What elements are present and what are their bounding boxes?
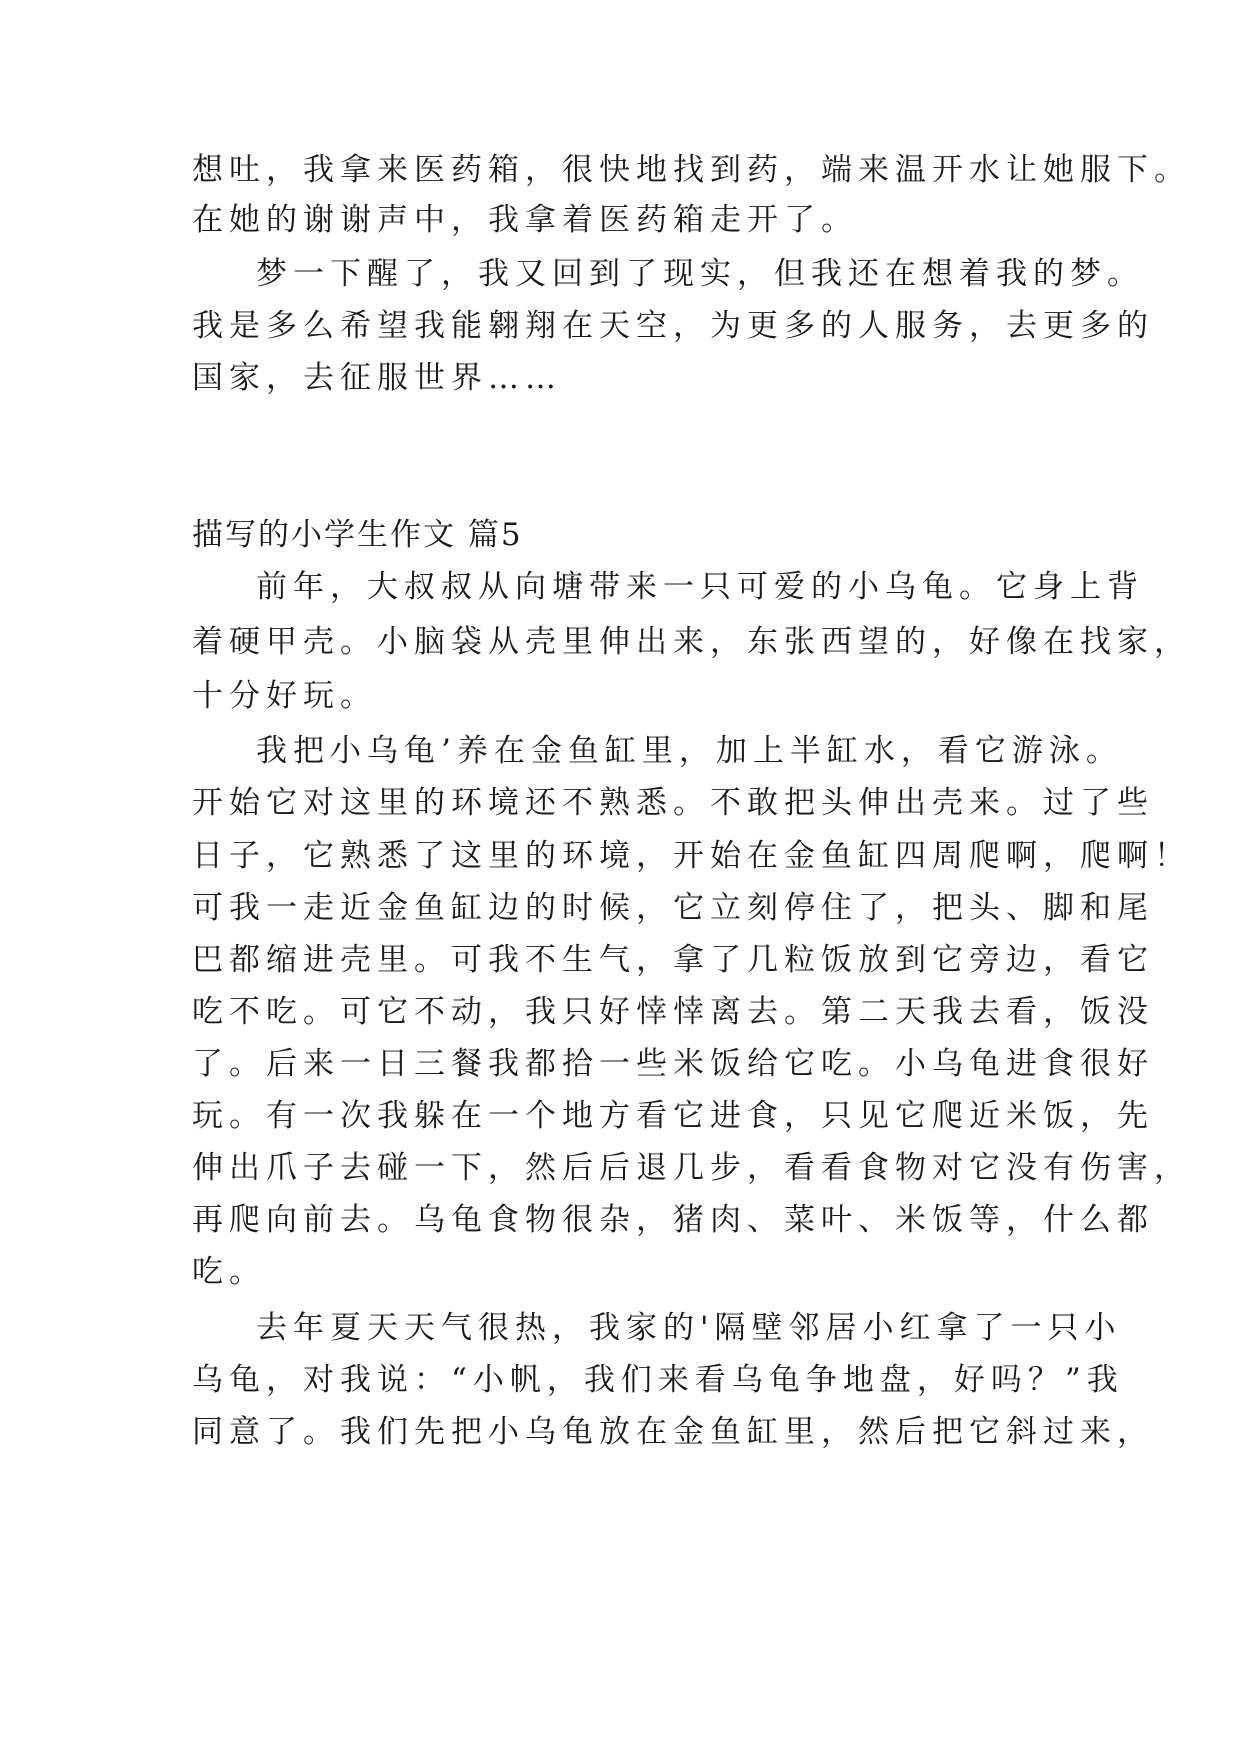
paragraph-line: 巴都缩进壳里。可我不生气，拿了几粒饭放到它旁边，看它 [192,942,1154,978]
paragraph-line: 在她的谢谢声中，我拿着医药箱走开了。 [192,202,858,238]
paragraph-line: 开始它对这里的环境还不熟悉。不敢把头伸出壳来。过了些 [192,785,1154,821]
paragraph-line: 去年夏天天气很热，我家的'隔壁邻居小红拿了一只小 [256,1310,1122,1346]
paragraph-line: 我把小乌龟’养在金鱼缸里，加上半缸水，看它游泳。 [256,733,1123,769]
paragraph-line: 着硬甲壳。小脑袋从壳里伸出来，东张西望的，好像在找家， [192,624,1191,660]
paragraph-line: 玩。有一次我躲在一个地方看它进食，只见它爬近米饭，先 [192,1098,1154,1134]
paragraph-line: 我是多么希望我能翱翔在天空，为更多的人服务，去更多的 [192,308,1154,344]
paragraph-line: 伸出爪子去碰一下，然后后退几步，看看食物对它没有伤害， [192,1150,1191,1186]
paragraph-line: 吃。 [192,1254,266,1290]
paragraph-line: 同意了。我们先把小乌龟放在金鱼缸里，然后把它斜过来， [192,1414,1154,1450]
paragraph-line: 前年，大叔叔从向塘带来一只可爱的小乌龟。它身上背 [256,569,1144,605]
paragraph-line: 了。后来一日三餐我都拾一些米饭给它吃。小乌龟进食很好 [192,1046,1154,1082]
paragraph-line: 可我一走近金鱼缸边的时候，它立刻停住了，把头、脚和尾 [192,890,1154,926]
paragraph-line: 梦一下醒了，我又回到了现实，但我还在想着我的梦。 [256,256,1144,292]
paragraph-line: 日子，它熟悉了这里的环境，开始在金鱼缸四周爬啊，爬啊！ [192,838,1191,874]
paragraph-line: 十分好玩。 [192,678,377,714]
section-heading: 描写的小学生作文 篇5 [192,517,523,553]
paragraph-line: 国家，去征服世界…… [192,360,562,396]
paragraph-line: 乌龟，对我说：“小帆，我们来看乌龟争地盘，好吗？”我 [192,1362,1124,1398]
paragraph-line: 吃不吃。可它不动，我只好悻悻离去。第二天我去看，饭没 [192,994,1154,1030]
paragraph-line: 再爬向前去。乌龟食物很杂，猪肉、菜叶、米饭等，什么都 [192,1202,1154,1238]
paragraph-line: 想吐，我拿来医药箱，很快地找到药，端来温开水让她服下。 [192,152,1191,188]
